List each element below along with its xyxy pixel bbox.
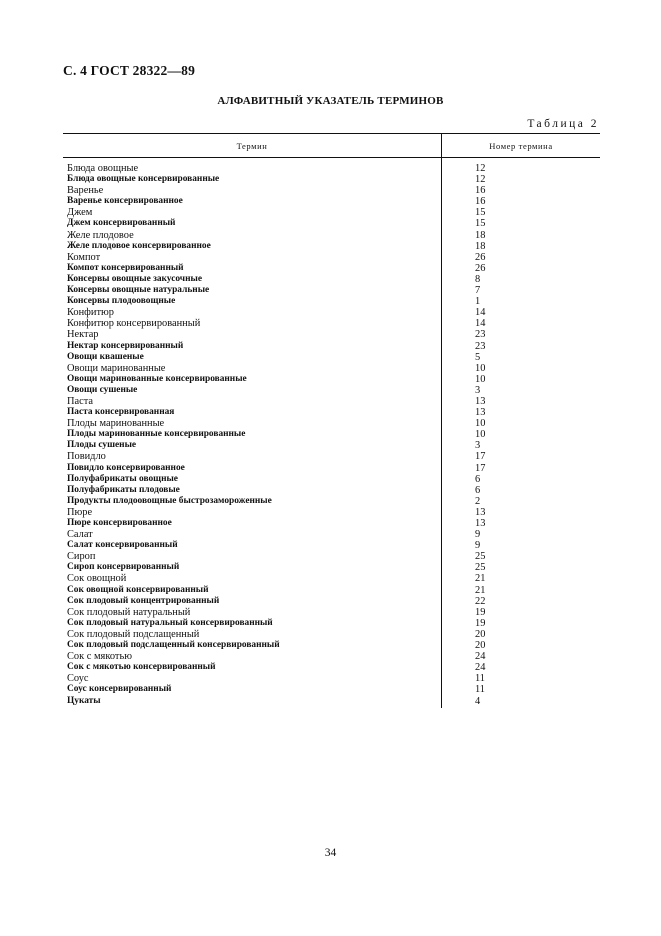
term-cell: Желе плодовое консервированное: [67, 240, 211, 251]
table-row: [67, 463, 597, 474]
term-number-cell: 17: [475, 462, 486, 474]
table-row: [67, 418, 597, 429]
term-number-cell: 19: [475, 606, 486, 618]
term-cell: Джем консервированный: [67, 218, 176, 229]
table-row: [67, 529, 597, 540]
term-number-cell: 11: [475, 684, 486, 696]
term-number-cell: 9: [475, 540, 481, 552]
table-row: [67, 585, 597, 596]
term-number-cell: 17: [475, 451, 486, 463]
table-row: [67, 274, 597, 285]
term-number-cell: 2: [475, 495, 481, 507]
term-cell: Овощи маринованные: [67, 362, 166, 374]
table-row: [67, 385, 597, 396]
table-row: [67, 163, 597, 174]
term-number-cell: 10: [475, 362, 486, 374]
term-cell: Плоды маринованные консервированные: [67, 429, 246, 440]
document-header: С. 4 ГОСТ 28322—89: [63, 63, 196, 78]
table-row: [67, 651, 597, 662]
term-number-cell: 21: [475, 584, 486, 596]
table-top-rule: [63, 133, 600, 134]
term-number-cell: 15: [475, 207, 486, 219]
table-row: [67, 241, 597, 252]
term-number-cell: 10: [475, 373, 486, 385]
term-number-cell: 7: [475, 285, 481, 297]
term-cell: Соус: [67, 673, 89, 685]
term-cell: Блюда овощные консервированные: [67, 174, 220, 185]
term-number-cell: 8: [475, 273, 481, 285]
term-cell: Консервы овощные натуральные: [67, 285, 210, 296]
term-cell: Паста: [67, 395, 94, 407]
term-cell: Джем: [67, 207, 93, 219]
term-cell: Овощи маринованные консервированные: [67, 373, 247, 384]
table-row: [67, 662, 597, 673]
table-row: [67, 263, 597, 274]
table-row: [67, 518, 597, 529]
table-row: [67, 629, 597, 640]
term-number-cell: 3: [475, 440, 481, 452]
term-number-cell: 25: [475, 562, 486, 574]
table-row: [67, 374, 597, 385]
table-header-rule: [63, 157, 600, 158]
table-row: [67, 252, 597, 263]
table-row: [67, 307, 597, 318]
term-number-cell: 4: [475, 695, 481, 707]
term-cell: Сок овощной: [67, 573, 127, 585]
term-number-cell: 10: [475, 418, 486, 430]
term-cell: Пюре: [67, 506, 93, 518]
table-row: [67, 207, 597, 218]
term-cell: Нектар: [67, 329, 99, 341]
term-number-cell: 24: [475, 651, 486, 663]
term-cell: Полуфабрикаты овощные: [67, 473, 178, 484]
term-cell: Нектар консервированный: [67, 340, 184, 351]
table-row: [67, 318, 597, 329]
term-cell: Сок овощной консервированный: [67, 584, 209, 595]
term-number-cell: 15: [475, 218, 486, 230]
term-cell: Паста консервированная: [67, 407, 175, 418]
table-row: [67, 562, 597, 573]
term-number-cell: 13: [475, 518, 486, 529]
term-number-cell: 23: [475, 340, 486, 352]
term-cell: Повидло: [67, 451, 106, 463]
term-cell: Плоды сушеные: [67, 440, 137, 451]
term-number-cell: 11: [475, 673, 486, 685]
term-number-cell: 6: [475, 484, 481, 496]
term-cell: Сироп консервированный: [67, 562, 180, 573]
term-cell: Конфитюр консервированный: [67, 318, 201, 330]
table-row: [67, 440, 597, 451]
term-cell: Компот: [67, 251, 101, 263]
term-number-cell: 20: [475, 628, 486, 640]
table-row: [67, 296, 597, 307]
term-number-cell: 13: [475, 395, 486, 407]
table-row: [67, 230, 597, 241]
term-number-cell: 1: [475, 296, 481, 308]
table-row: [67, 396, 597, 407]
table-row: [67, 596, 597, 607]
table-row: [67, 352, 597, 363]
term-cell: Салат консервированный: [67, 540, 178, 551]
table-row: [67, 684, 597, 695]
term-cell: Сок с мякотью: [67, 651, 132, 663]
term-number-cell: 14: [475, 307, 486, 319]
term-number-cell: 23: [475, 329, 486, 341]
term-cell: Консервы овощные закусочные: [67, 273, 202, 284]
term-number-cell: 18: [475, 240, 486, 252]
term-cell: Продукты плодоовощные быстрозамороженные: [67, 495, 272, 506]
term-number-cell: 16: [475, 196, 486, 208]
term-cell: Сок плодовый натуральный консервированный: [67, 617, 273, 628]
term-cell: Сок плодовый подслащенный: [67, 628, 200, 640]
term-number-cell: 20: [475, 640, 486, 652]
table-row: [67, 285, 597, 296]
term-number-cell: 13: [475, 407, 486, 419]
term-cell: Компот консервированный: [67, 262, 184, 273]
index-title: АЛФАВИТНЫЙ УКАЗАТЕЛЬ ТЕРМИНОВ: [217, 95, 444, 107]
term-cell: Желе плодовое: [67, 229, 134, 241]
term-cell: Пюре консервированное: [67, 518, 172, 528]
term-number-cell: 19: [475, 617, 486, 629]
term-number-cell: 22: [475, 595, 486, 607]
term-cell: Сок с мякотью консервированный: [67, 662, 216, 673]
term-number-cell: 25: [475, 551, 486, 563]
column-header-term: Термин: [236, 141, 268, 151]
term-number-cell: 12: [475, 174, 486, 186]
table-row: [67, 540, 597, 551]
table-row: [67, 451, 597, 462]
table-label: Таблица 2: [527, 118, 599, 130]
term-cell: Овощи квашеные: [67, 351, 144, 362]
table-row: [67, 640, 597, 651]
table-row: [67, 407, 597, 418]
term-cell: Сок плодовый концентрированный: [67, 595, 220, 606]
column-header-number: Номер термина: [489, 141, 553, 151]
table-row: [67, 485, 597, 496]
table-row: [67, 618, 597, 629]
term-number-cell: 10: [475, 429, 486, 441]
table-row: [67, 507, 597, 518]
table-row: [67, 185, 597, 196]
table-row: [67, 174, 597, 185]
terms-table-body: [67, 163, 597, 707]
table-row: [67, 573, 597, 584]
term-cell: Сок плодовый подслащенный консервированный: [67, 640, 280, 651]
table-row: [67, 196, 597, 207]
term-cell: Блюда овощные: [67, 163, 139, 174]
table-row: [67, 696, 597, 707]
term-number-cell: 18: [475, 229, 486, 241]
table-row: [67, 673, 597, 684]
term-number-cell: 26: [475, 251, 486, 263]
term-cell: Плоды маринованные: [67, 418, 165, 430]
table-row: [67, 363, 597, 374]
term-cell: Конфитюр: [67, 307, 114, 319]
table-row: [67, 429, 597, 440]
term-number-cell: 13: [475, 506, 486, 518]
term-number-cell: 3: [475, 384, 481, 396]
table-row: [67, 329, 597, 340]
term-number-cell: 5: [475, 351, 481, 363]
table-row: [67, 474, 597, 485]
term-cell: Сироп: [67, 551, 96, 563]
term-number-cell: 16: [475, 185, 486, 197]
table-row: [67, 551, 597, 562]
table-row: [67, 218, 597, 229]
term-number-cell: 26: [475, 262, 486, 274]
term-number-cell: 6: [475, 473, 481, 485]
table-row: [67, 341, 597, 352]
term-cell: Салат: [67, 529, 93, 541]
term-cell: Варенье консервированное: [67, 196, 183, 207]
term-cell: Сок плодовый натуральный: [67, 606, 191, 618]
term-cell: Полуфабрикаты плодовые: [67, 484, 180, 495]
term-number-cell: 9: [475, 529, 481, 541]
term-cell: Цукаты: [67, 695, 101, 706]
table-row: [67, 607, 597, 618]
term-number-cell: 24: [475, 662, 486, 674]
term-cell: Консервы плодоовощные: [67, 296, 176, 307]
term-cell: Овощи сушеные: [67, 384, 138, 395]
term-number-cell: 21: [475, 573, 486, 585]
term-number-cell: 14: [475, 318, 486, 330]
page-number: 34: [324, 847, 337, 859]
term-cell: Повидло консервированное: [67, 462, 185, 473]
term-number-cell: 12: [475, 163, 486, 174]
term-cell: Варенье: [67, 185, 104, 197]
term-cell: Соус консервированный: [67, 684, 172, 695]
table-row: [67, 496, 597, 507]
